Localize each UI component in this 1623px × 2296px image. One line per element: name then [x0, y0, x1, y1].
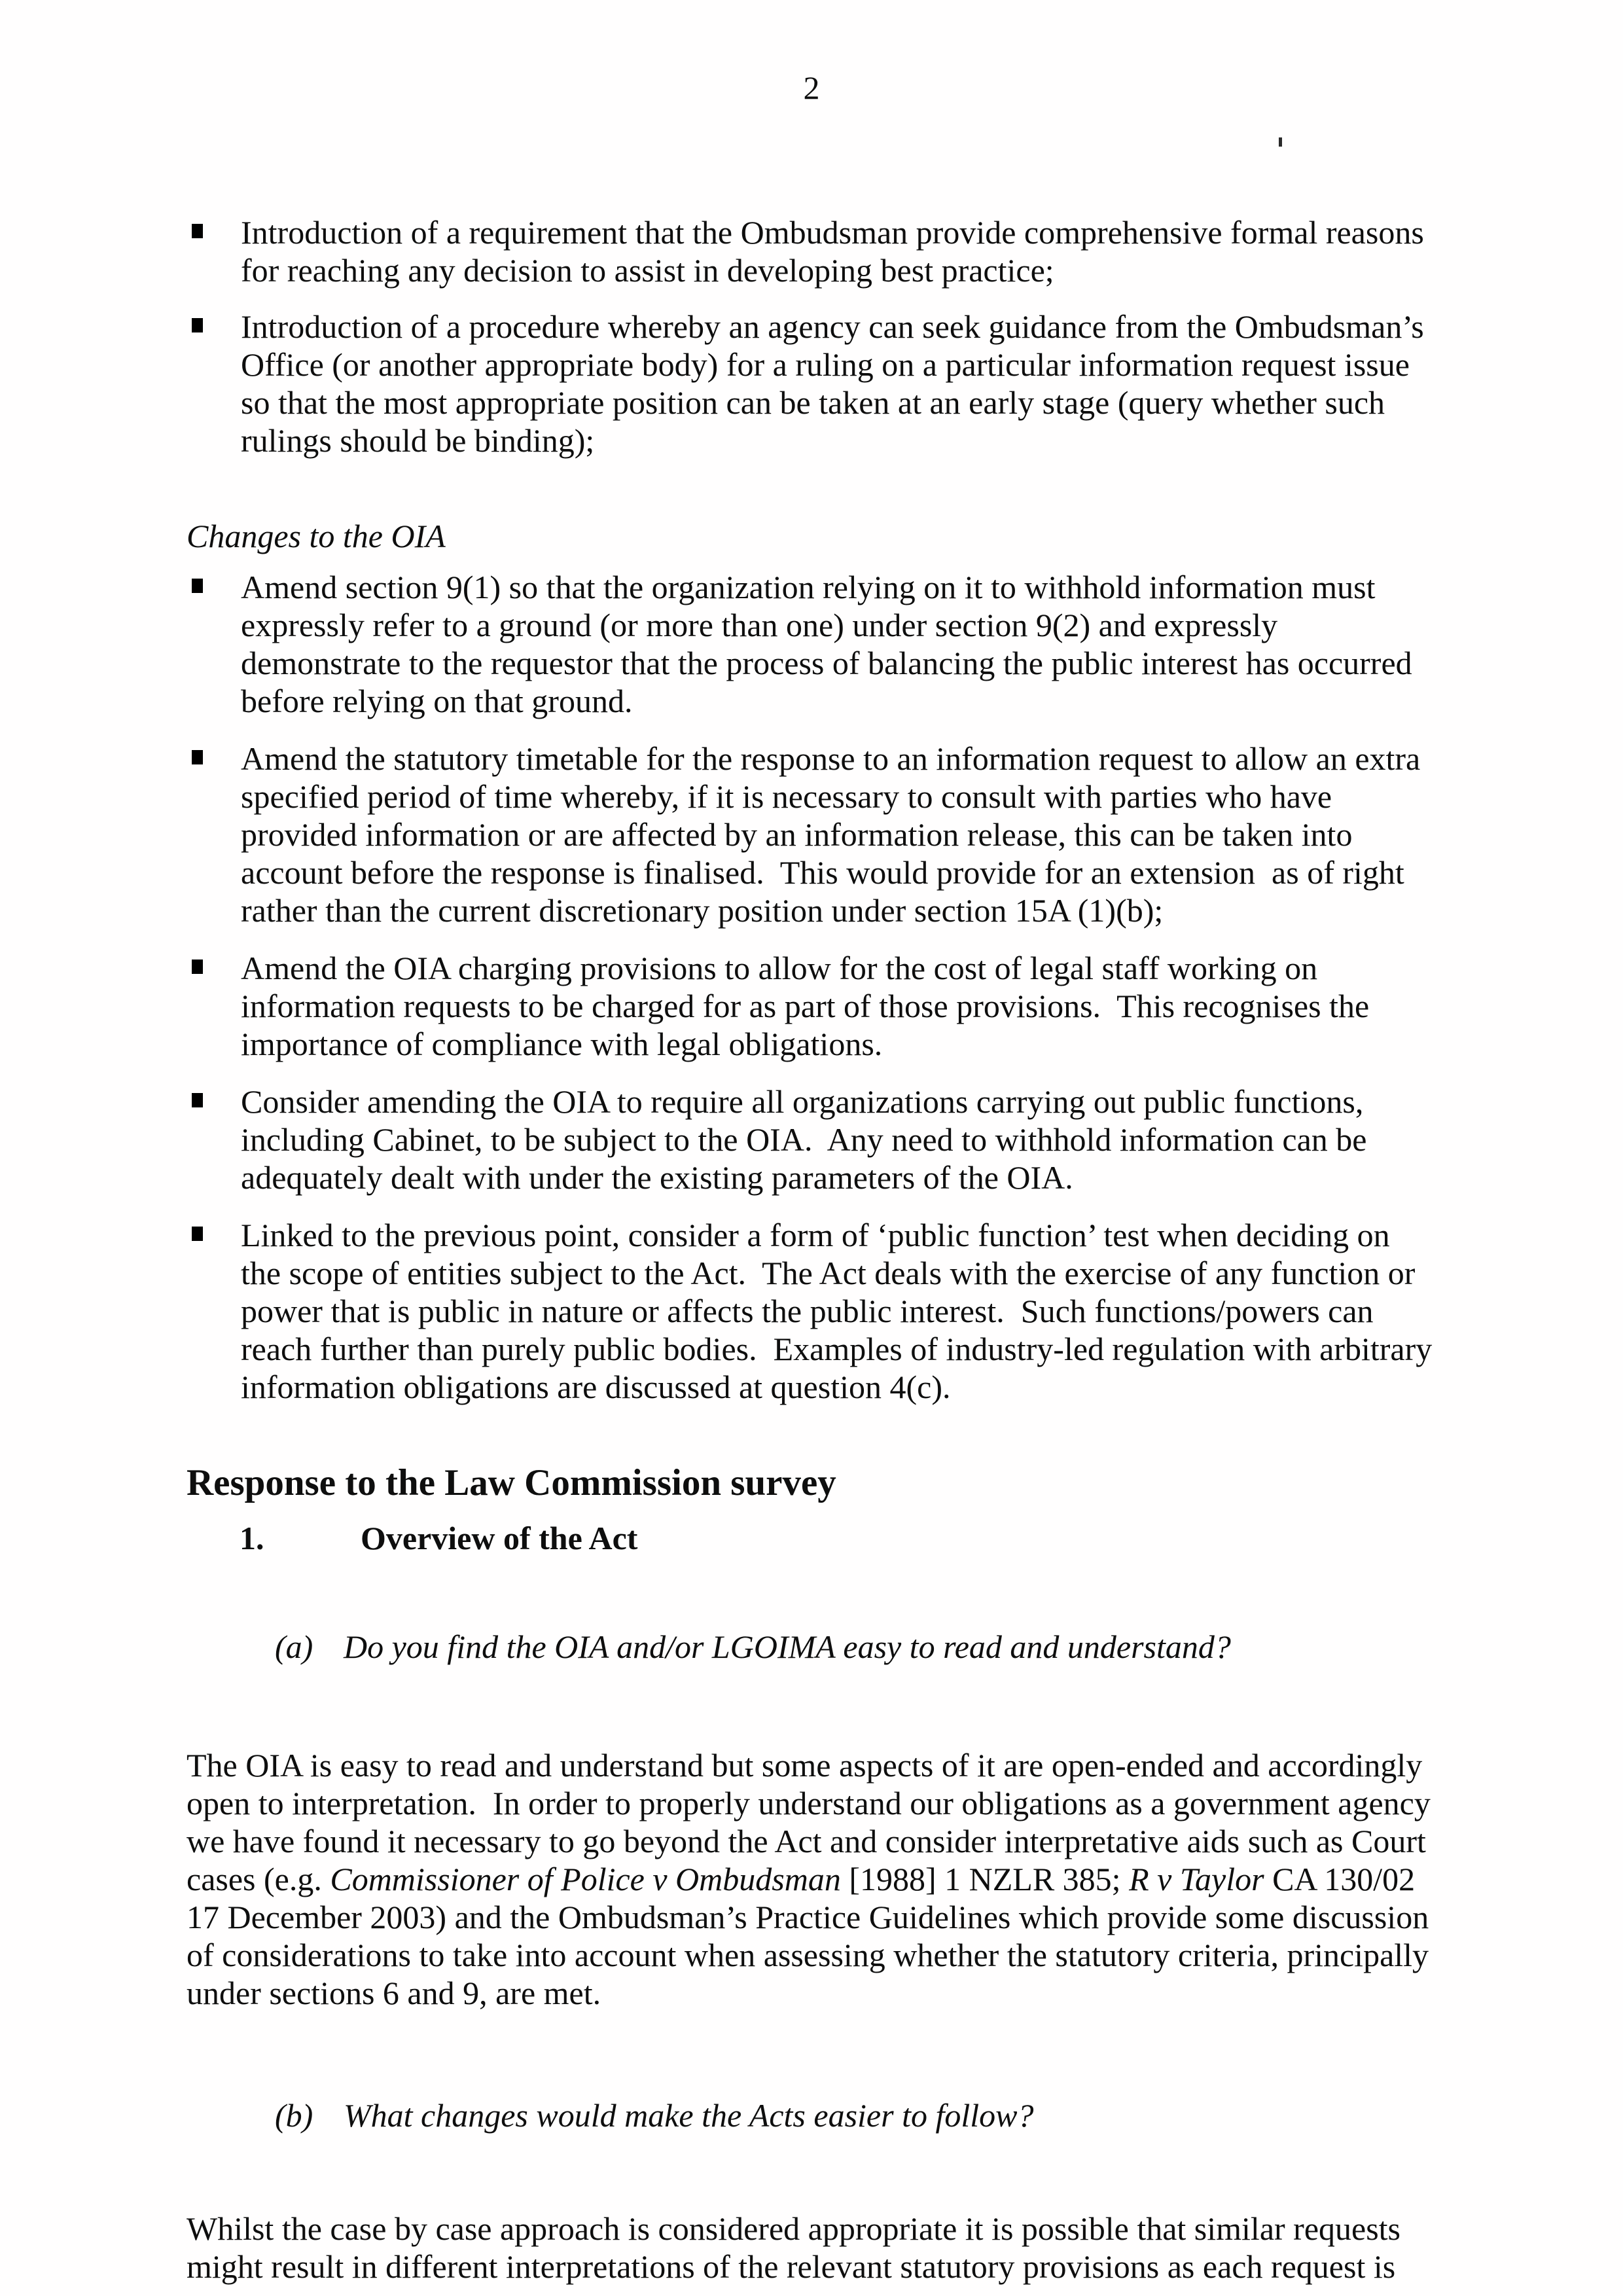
bullet-item	[187, 568, 1436, 720]
main-heading-response: Response to the Law Commission survey	[187, 1462, 836, 1503]
answer-a-paragraph	[187, 1746, 1439, 2012]
bullet-item	[187, 740, 1436, 929]
section-heading-changes-to-oia: Changes to the OIA	[187, 518, 446, 554]
page-number: 2	[803, 69, 820, 106]
bullet-item	[187, 949, 1436, 1063]
square-bullet-icon	[192, 750, 203, 764]
square-bullet-icon	[192, 960, 203, 974]
changes-bullet-list	[187, 568, 1440, 1406]
bullet-item	[187, 213, 1436, 289]
case-citation-italic: R v Taylor	[1129, 1861, 1264, 1897]
subheading-title: Overview of the Act	[361, 1520, 638, 1556]
square-bullet-icon	[192, 224, 203, 238]
bullet-text: Linked to the previous point, consider a form of ‘public function’ test when deciding on the scope of entities subject to the Act. The Act deals with the exercise of any function or power that is public in nature or affects the public interest. Such functions/powers can reach further than purely public bodies. Examples of industry-led regulation with arbitrary information obligations are discussed at question 4(c).	[241, 1217, 1440, 1405]
bullet-item	[187, 1083, 1436, 1196]
question-b	[187, 2058, 1436, 2172]
intro-bullet-list	[187, 213, 1436, 459]
square-bullet-icon	[192, 318, 203, 332]
question-a-text: Do you find the OIA and/or LGOIMA easy to read and understand?	[344, 1628, 1231, 1665]
bullet-text: Consider amending the OIA to require all organizations carrying out public functions, including Cabinet, to be subject to the OIA. Any need to withhold information can be adequately dealt with under the existing parameters of the OIA.	[241, 1083, 1375, 1196]
answer-text-segment: The OIA is easy to read and understand but some aspects of it are open-ended and accordingly open to interpretation. In order to properly understand our obligations as a government agency we have found it necessary to go beyond the Act and consider interpretative aids such as Court cases (e.g.	[187, 1747, 1439, 1897]
question-b-text: What changes would make the Acts easier to follow?	[344, 2097, 1034, 2134]
bullet-item	[187, 308, 1436, 459]
bullet-item	[187, 1216, 1440, 1406]
subheading-overview	[187, 1518, 1436, 1558]
question-b-label: (b)	[275, 2097, 313, 2134]
answer-text-segment: CA 130/02 17 December 2003) and the Ombudsman’s Practice Guidelines which provide some discussion of considerations to take into account when assessing whether the statutory criteria, principally under sections 6 and 9, are met.	[187, 1861, 1437, 2011]
scan-artifact	[1279, 137, 1282, 147]
answer-b-paragraph: Whilst the case by case approach is considered appropriate it is possible that similar requests might result in different interpretations of the relevant statutory provisions as each request is	[187, 2210, 1409, 2285]
bullet-text: Introduction of a requirement that the Ombudsman provide comprehensive formal reasons for reaching any decision to assist in developing best practice;	[241, 214, 1433, 289]
bullet-text: Amend the statutory timetable for the response to an information request to allow an extra specified period of time whereby, if it is necessary to consult with parties who have provided information or are affected by an information release, this can be taken into account before the response is finalised. This would provide for an extension as of right rather than the current discretionary position under section 15A (1)(b);	[241, 740, 1429, 929]
subheading-number: 1.	[240, 1520, 264, 1556]
square-bullet-icon	[192, 579, 203, 593]
bullet-text: Amend the OIA charging provisions to allow for the cost of legal staff working on information requests to be charged for as part of those provisions. This recognises the importance of compliance with legal obligations.	[241, 950, 1378, 1062]
square-bullet-icon	[192, 1227, 203, 1241]
bullet-text: Introduction of a procedure whereby an agency can seek guidance from the Ombudsman’s Office (or another appropriate body) for a ruling on a particular information request issue so that the most appropriate position can be taken at an early stage (query whether such rulings should be binding);	[241, 308, 1433, 459]
bullet-text: Amend section 9(1) so that the organization relying on it to withhold information must expressly refer to a ground (or more than one) under section 9(2) and expressly demonstrate to the requestor that the process of balancing the public interest has occurred before relying on that ground.	[241, 569, 1421, 719]
square-bullet-icon	[192, 1093, 203, 1107]
question-a-label: (a)	[275, 1628, 313, 1665]
case-citation-italic: Commissioner of Police v Ombudsman	[330, 1861, 841, 1897]
question-a	[187, 1590, 1436, 1704]
answer-text-segment: [1988] 1 NZLR 385;	[840, 1861, 1130, 1897]
